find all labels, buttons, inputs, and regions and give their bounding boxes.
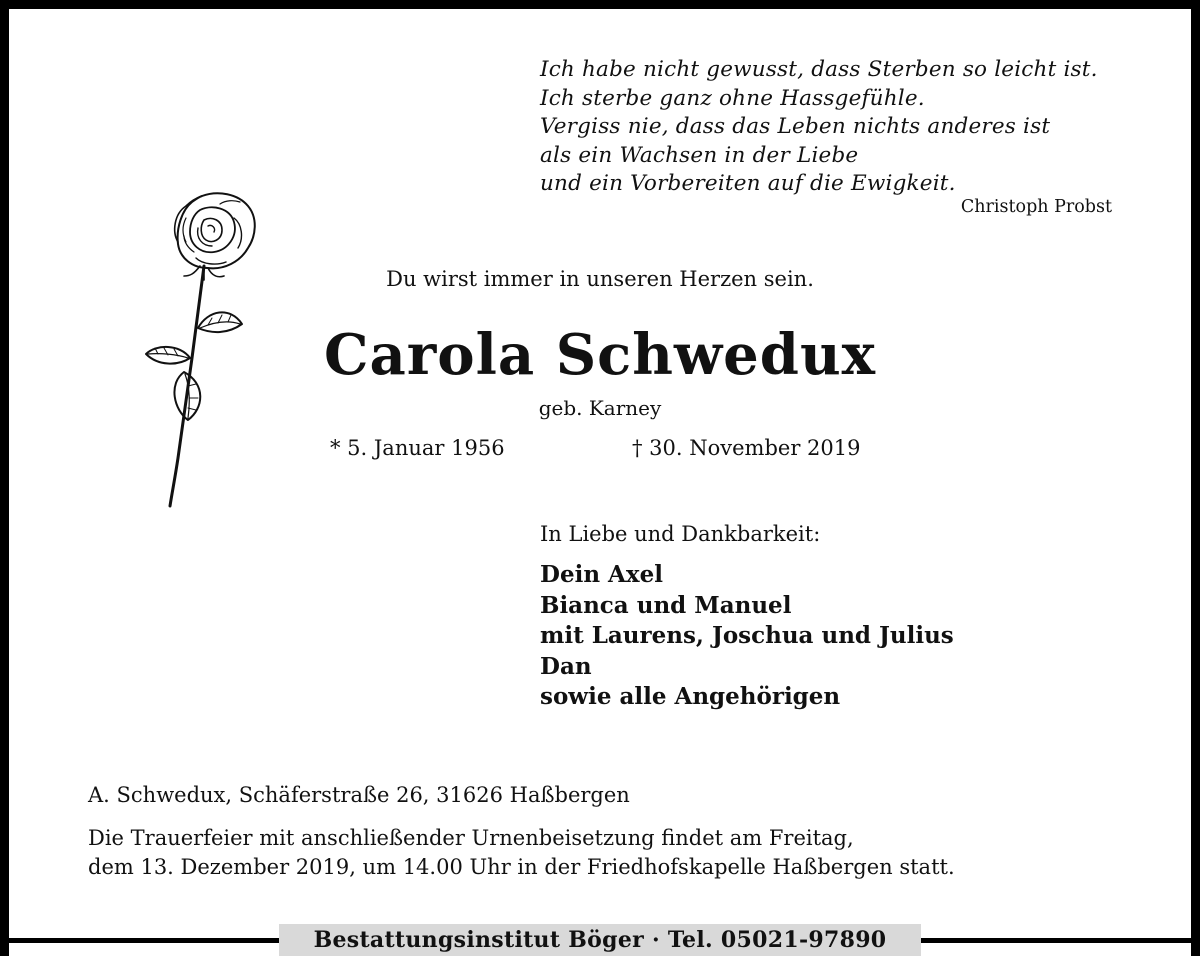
maiden-name: geb. Karney <box>538 396 662 420</box>
mourner-entry: Dein Axel <box>540 561 663 588</box>
funeral-home-footer: Bestattungsinstitut Böger · Tel. 05021-97890 <box>279 924 921 956</box>
poem-line: und ein Vorbereiten auf die Ewigkeit. <box>540 171 956 196</box>
poem-line: Ich sterbe ganz ohne Hassgefühle. <box>540 85 925 111</box>
remembrance-line: Du wirst immer in unseren Herzen sein. <box>386 267 814 291</box>
poem-line: Vergiss nie, dass das Leben nichts anderes ist <box>540 114 1051 139</box>
birth-date: * 5. Januar 1956 <box>330 436 505 460</box>
poem-author: Christoph Probst <box>960 197 1112 217</box>
poem-line: als ein Wachsen in der Liebe <box>540 142 859 168</box>
poem-line: Ich habe nicht gewusst, dass Sterben so leicht ist. <box>540 57 1098 82</box>
mourners-list <box>540 560 954 713</box>
mourner-entry: Dan <box>540 652 592 680</box>
deceased-name: Carola Schwedux <box>323 322 877 388</box>
family-address: A. Schwedux, Schäferstraße 26, 31626 Haßbergen <box>88 783 630 807</box>
mourner-entry: Bianca und Manuel <box>540 591 792 619</box>
mourner-entry: sowie alle Angehörigen <box>540 683 841 710</box>
ceremony-line: Die Trauerfeier mit anschließender Urnenbeisetzung findet am Freitag, <box>88 826 854 850</box>
poem-block <box>540 56 1115 217</box>
ceremony-line: dem 13. Dezember 2019, um 14.00 Uhr in der Friedhofskapelle Haßbergen statt. <box>88 855 955 879</box>
thanks-line: In Liebe und Dankbarkeit: <box>540 522 821 546</box>
death-date: † 30. November 2019 <box>632 436 861 460</box>
mourner-entry: mit Laurens, Joschua und Julius <box>540 622 954 649</box>
ceremony-info <box>88 824 955 882</box>
